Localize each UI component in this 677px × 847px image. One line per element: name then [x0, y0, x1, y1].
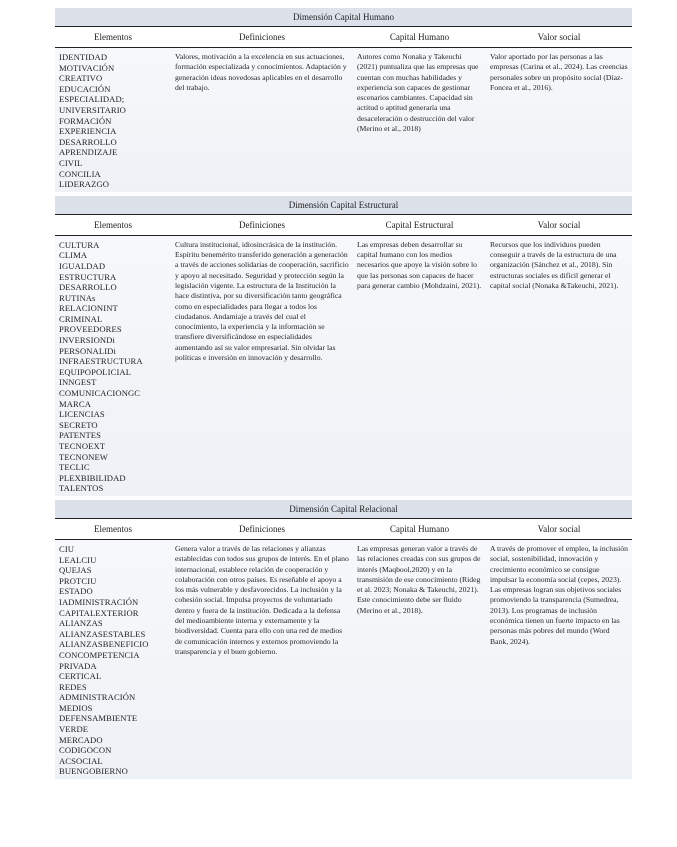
element-item: IDENTIDAD [59, 52, 108, 62]
social-value-cell: Recursos que los individuos pueden conseguir a través de la estructura de una organización (Sánchez et al., 2018). Sin estructuras sociales es difícil generar el capital social (Nonaka &Takeuchi, 2021). [490, 239, 619, 290]
element-item: CREATIVO [59, 73, 103, 84]
element-item: DESARROLLO [59, 136, 117, 147]
element-item: APRENDIZAJE [59, 147, 118, 158]
definition-cell: Cultura institucional, idiosincrásica de la institución. Espíritu benemérito transferido generación a generación a través de acciones solidarias de cooperación, sacrificio y apoyo al necesitado. Seguridad y protección según la legislación vigente. La estructura de la Institución la hace distintiva, por su diversificación tanto geográfica como en especialidades para llegar a todos los ciudadanos. Andamiaje a través del cual el conocimiento, la experiencia y la información se transfiere diversificándose en especialidades aumentando así su valor empresarial. Sin olvidar las políticas e inversión en innovación y desarrollo. [175, 239, 349, 362]
content-row [55, 48, 632, 192]
header-definiciones: Definiciones [239, 32, 285, 42]
elements-list [55, 240, 171, 494]
section-title: Dimensión Capital Estructural [55, 196, 632, 214]
element-item: EXPERIENCIA [59, 126, 117, 137]
element-item: CERTICAL [59, 671, 102, 682]
definition-cell: Valores, motivación a la excelencia en sus actuaciones, formación especializada y conocimientos. Adaptación y generación ideas novedosas aplicables en el desarrollo del trabajo. [175, 52, 347, 92]
element-item: REDES [59, 681, 87, 692]
social-value-cell: A través de promover el empleo, la inclusión social, sostenibilidad, innovación y crecimiento económico se consigue impulsar la economía social (cepes, 2023). Las empresas logran sus objetivos sociales promoviendo la transparencia (Sumedrea, 2013). Los programas de inclusión económica tienen un fuerte impacto en las personas más pobres del mundo (Word Bank, 2024). [490, 543, 628, 646]
element-item: PLEXBIBILIDAD [59, 472, 126, 483]
element-item: UNIVERSITARIO [59, 104, 126, 115]
element-item: CONCOMPETENCIA [59, 649, 140, 660]
element-item: EQUIPOPOLICIAL [59, 366, 132, 377]
section-capital-estructural [55, 196, 632, 496]
section-title: Dimensión Capital Humano [55, 8, 632, 26]
element-item: PROVEEDORES [59, 324, 122, 335]
element-item: PRIVADA [59, 660, 97, 671]
element-item: CODIGOCON [59, 745, 112, 756]
element-item: INNGEST [59, 377, 97, 388]
element-item: ALIANZASESTABLES [59, 628, 146, 639]
element-item: BUENGOBIERNO [59, 766, 128, 777]
header-valor-social: Valor social [537, 219, 581, 230]
element-item: SECRETO [59, 419, 98, 430]
element-item: ESPECIALIDAD; [59, 94, 125, 105]
element-item: INVERSIONDi [59, 335, 116, 346]
element-item: ESTRUCTURA [59, 271, 117, 282]
element-item: PERSONALIDi [59, 345, 116, 356]
header-capital: Capital Estructural [385, 219, 454, 230]
element-item: MERCADO [59, 734, 103, 745]
header-elementos: Elementos [94, 523, 132, 534]
element-item: CULTURA [59, 239, 100, 250]
header-elementos: Elementos [94, 32, 132, 42]
header-elementos: Elementos [94, 219, 132, 230]
section-capital-relacional [55, 500, 632, 779]
social-value-cell: Valor aportado por las personas a las empresas (Carina et al., 2024). Las creencias personales sobre un propósito social (Díaz-Foncea et al., 2016). [490, 52, 628, 92]
element-item: FORMACIÓN [59, 115, 112, 126]
content-row [55, 540, 632, 779]
header-definiciones: Definiciones [239, 523, 285, 534]
element-item: IGUALDAD [59, 260, 106, 271]
element-item: RUTINAs [59, 292, 96, 303]
element-item: DEFENSAMBIENTE [59, 713, 138, 724]
element-item: ACSOCIAL [59, 755, 103, 766]
element-item: CONCILIA [59, 168, 101, 179]
definition-cell: Genera valor a través de las relaciones y alianzas establecidas con todos sus grupos de interés. En el plano internacional, establece relación de cooperación y colaboración con otros países. Es reseñable el apoyo a los más vulnerable y desfavorecidos. La inclusión y la cohesión social. Impulsa proyectos de voluntariado dentro y fuera de la institución. Dedicada a la defensa del medioambiente interna y externamente y la biodiversidad. Cuenta para ello con una red de medios de comunicación internos y externos promoviendo la transparencia y el buen gobierno. [175, 543, 349, 656]
element-item: LIDERAZGO [59, 179, 110, 190]
header-capital: Capital Humano [389, 523, 450, 534]
header-row [55, 214, 632, 236]
element-item: LEALCIU [59, 554, 97, 565]
element-item: MARCA [59, 398, 92, 409]
element-item: MOTIVACIÓN [59, 62, 115, 73]
element-item: MEDIOS [59, 702, 93, 713]
element-item: ALIANZASBENEFICIO [59, 639, 149, 650]
element-item: TECNONEW [59, 451, 109, 462]
element-item: ADMINISTRACIÓN [59, 692, 136, 703]
header-valor-social: Valor social [537, 523, 581, 534]
element-item: PATENTES [59, 430, 102, 441]
table-page [55, 8, 632, 779]
header-capital: Capital Humano [389, 32, 450, 42]
element-item: ALIANZAS [59, 618, 103, 629]
element-item: LICENCIAS [59, 409, 105, 420]
header-row [55, 26, 632, 48]
element-item: CLIMA [59, 250, 88, 261]
element-item: TECLIC [59, 462, 90, 473]
element-item: CIU [59, 543, 75, 554]
element-item: CRIMINAL [59, 313, 103, 324]
elements-list [55, 52, 171, 190]
element-item: CAPITALEXTERIOR [59, 607, 139, 618]
section-title: Dimensión Capital Relacional [55, 500, 632, 518]
header-valor-social: Valor social [537, 32, 581, 42]
content-row [55, 236, 632, 496]
capital-cell: Las empresas deben desarrollar su capital humano con los medios necesarios que apoye la visión sobre lo que las personas son capaces de hacer para generar cambio (Mohdzaini, 2021). [357, 239, 482, 290]
header-definiciones: Definiciones [239, 219, 285, 230]
element-item: EDUCACIÓN [59, 83, 111, 94]
element-item: COMUNICACIONGC [59, 388, 141, 399]
element-item: CIVIL [59, 157, 83, 168]
element-item: PROTCIU [59, 575, 97, 586]
element-item: TALENTOS [59, 483, 104, 494]
element-item: RELACIONINT [59, 303, 118, 314]
element-item: TECNOEXT [59, 441, 106, 451]
element-item: VERDE [59, 724, 89, 735]
element-item: QUEJAS [59, 565, 92, 576]
capital-cell: Las empresas generan valor a través de las relaciones creadas con sus grupos de interés (Maqbool,2020) y en la transmisión de ese conocimiento (Rideg et al. 2023; Nonaka & Takeuchi, 2021). Este conocimiento debe ser fluido (Merino et al., 2018). [357, 543, 481, 615]
section-capital-humano [55, 8, 632, 192]
element-item: DESARROLLO [59, 282, 117, 293]
element-item: IADMINISTRACIÓN [59, 596, 139, 607]
element-item: ESTADO [59, 586, 93, 597]
capital-cell: Autores como Nonaka y Takeuchi (2021) puntualiza que las empresas que cuentan con muchas habilidades y experiencia son capaces de gestionar escenarios cambiantes. Capacidad sin actitud o aptitud generaría una desaceleración o destrucción del valor (Merino et al., 2018) [357, 52, 479, 134]
header-row [55, 518, 632, 540]
elements-list [55, 544, 171, 777]
element-item: INFRAESTRUCTURA [59, 356, 143, 367]
